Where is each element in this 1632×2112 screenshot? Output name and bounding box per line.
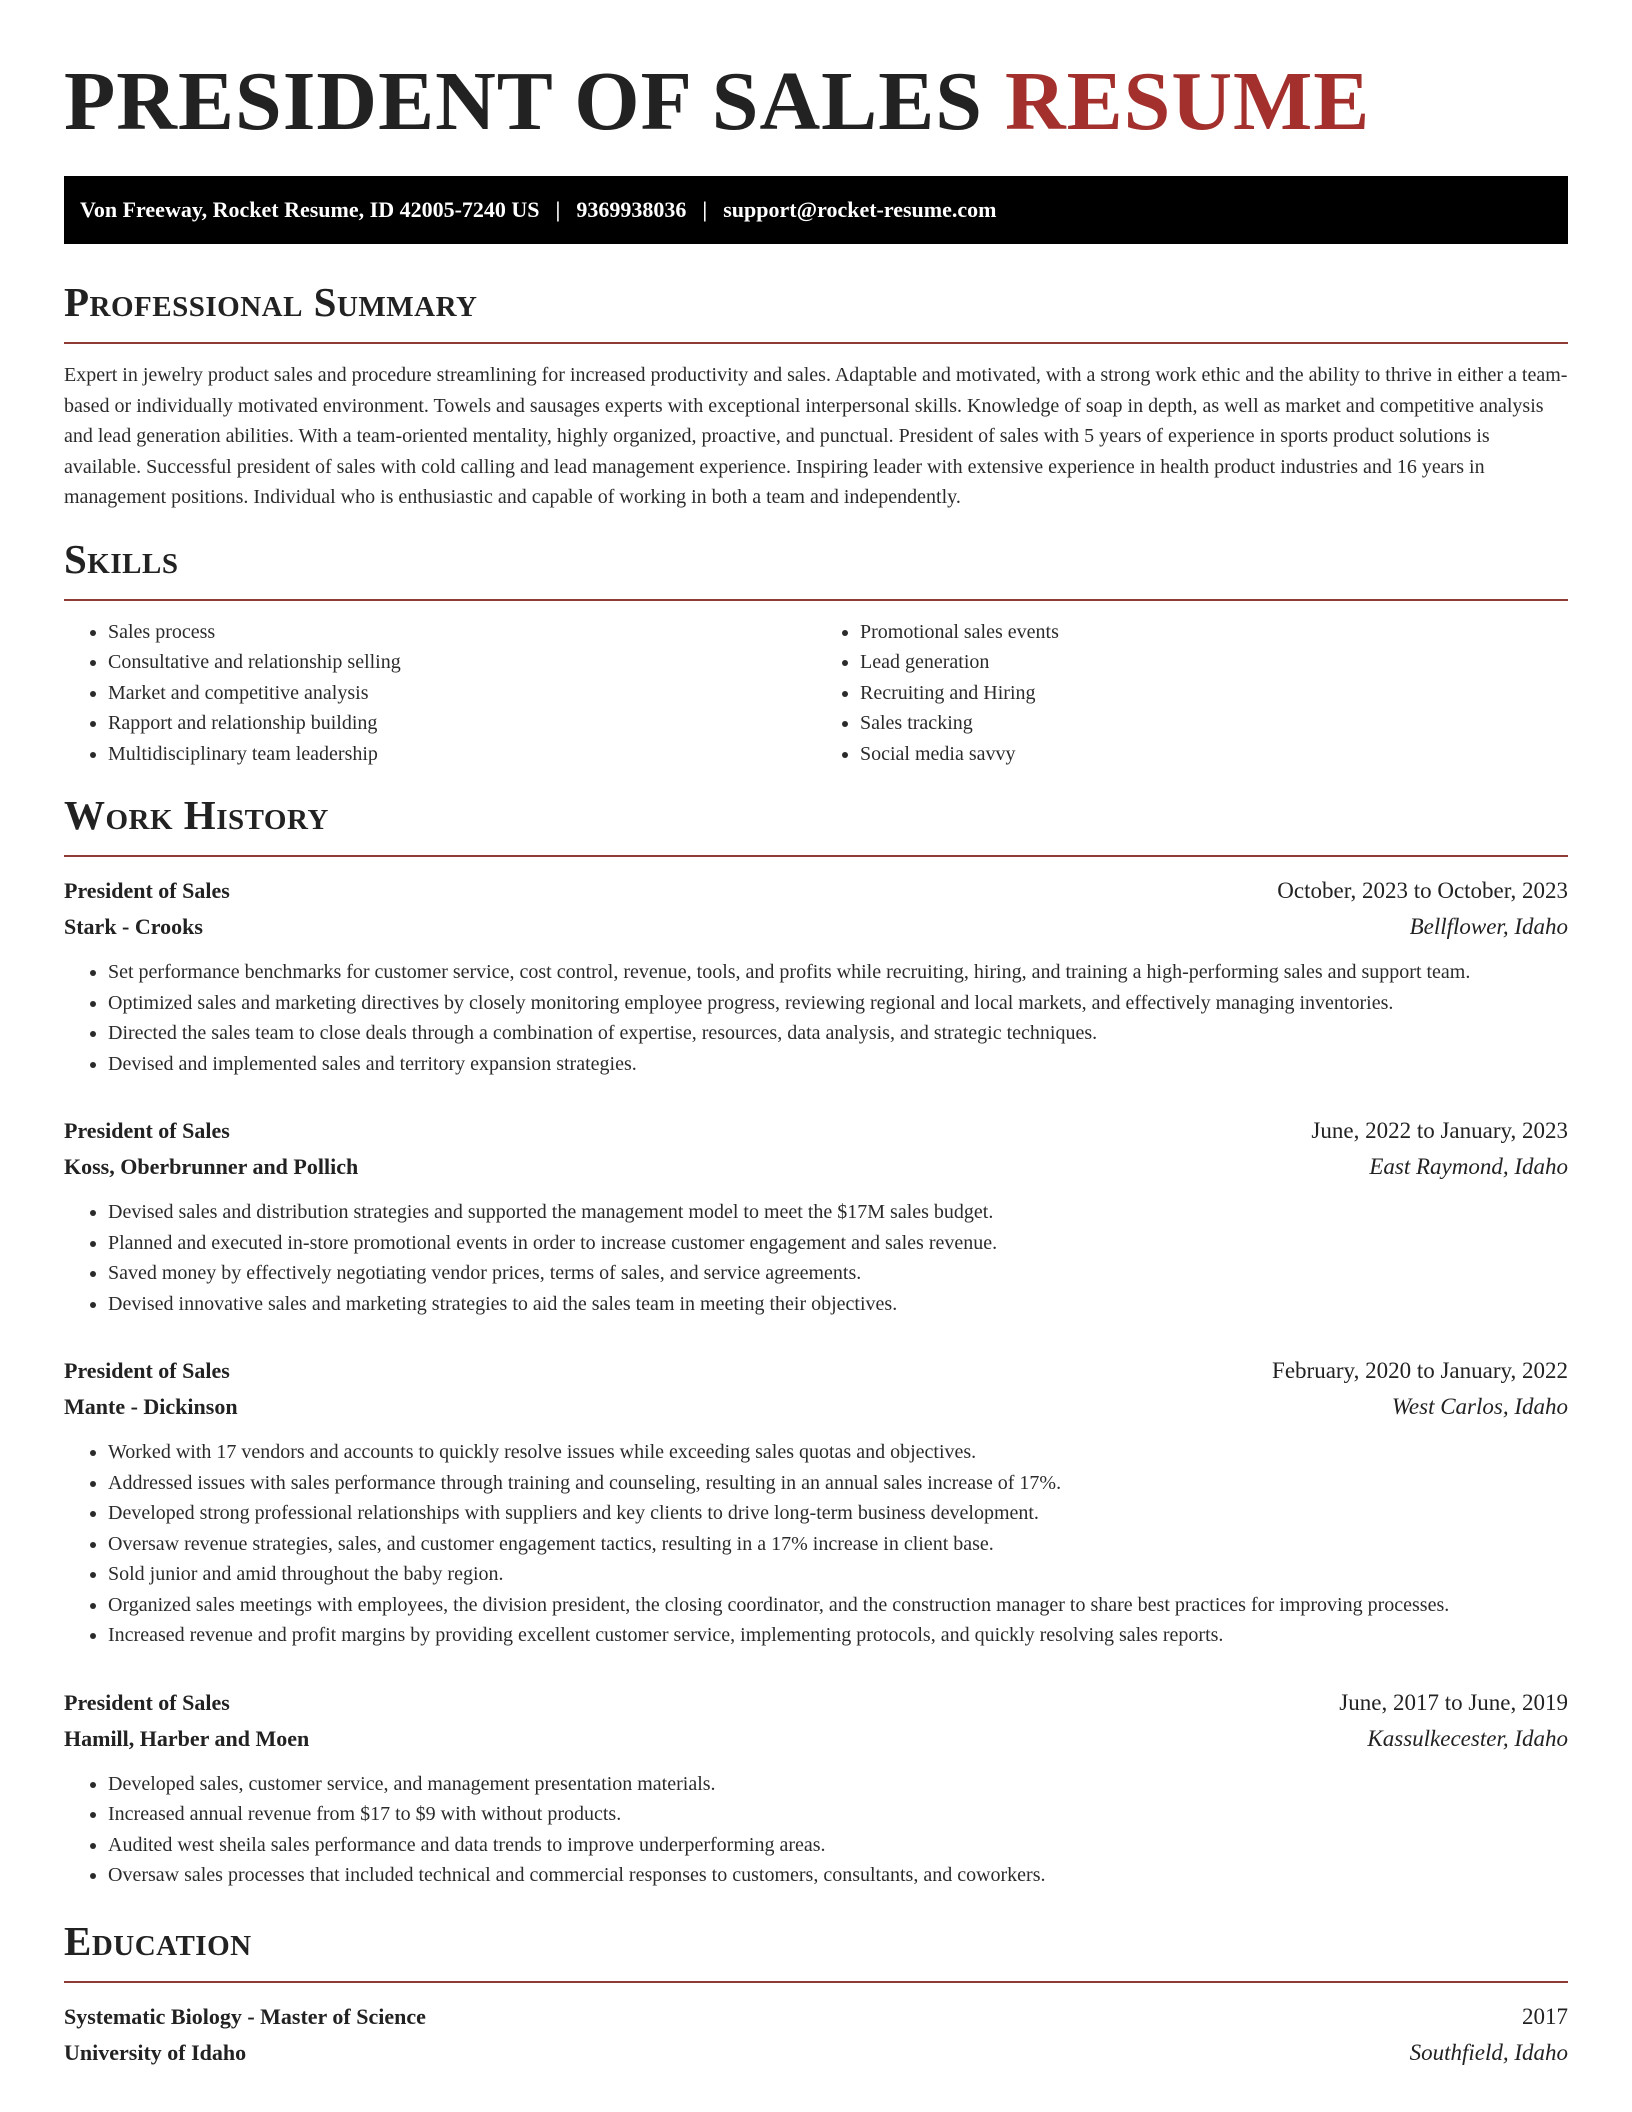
job-bullet: • Oversaw revenue strategies, sales, and customer engagement tactics, resulting in a 17% increase in client base. bbox=[108, 1529, 1568, 1560]
skills-section bbox=[64, 535, 1568, 770]
contact-separator: | bbox=[702, 197, 708, 222]
job-location: East Raymond, Idaho bbox=[1369, 1154, 1568, 1179]
job-bullet: • Increased revenue and profit margins by providing excellent customer service, implementing protocols, and quickly resolving sales reports. bbox=[108, 1620, 1568, 1651]
job-bullets bbox=[64, 1437, 1568, 1651]
education-school: University of Idaho bbox=[64, 2039, 247, 2065]
work-heading: Work History bbox=[64, 792, 329, 838]
section-divider bbox=[64, 599, 1568, 601]
skill-item: • Sales process bbox=[108, 617, 816, 648]
job-bullet: • Saved money by effectively negotiating vendor prices, terms of sales, and service agreements. bbox=[108, 1258, 1568, 1289]
skill-item: • Social media savvy bbox=[860, 739, 1568, 770]
skills-heading: Skills bbox=[64, 535, 179, 582]
summary-text: Expert in jewelry product sales and procedure streamlining for increased productivity and sales. Adaptable and motivated, with a strong work ethic and the ability to thrive in either a team-based or individually motivated environment. Towels and sausages experts with exceptional interpersonal skills. Knowledge of soap in depth, as well as market and competitive analysis and lead generation abilities. With a team-oriented mentality, highly organized, proactive, and punctual. President of sales with 5 years of experience in sports product solutions is available. Successful president of sales with cold calling and lead management experience. Inspiring leader with extensive experience in health product industries and 16 years in management positions. Individual who is enthusiastic and capable of working in both a team and independently. bbox=[64, 364, 1568, 508]
skills-list-left bbox=[64, 617, 816, 770]
job-company: Hamill, Harber and Moen bbox=[64, 1725, 310, 1751]
job-company: Mante - Dickinson bbox=[64, 1394, 238, 1419]
education-section bbox=[64, 1917, 1568, 2071]
job-bullets bbox=[64, 1769, 1568, 1891]
job-bullet: • Devised innovative sales and marketing strategies to aid the sales team in meeting their objectives. bbox=[108, 1289, 1568, 1320]
job-bullet: • Oversaw sales processes that included technical and commercial responses to customers, consultants, and coworkers. bbox=[108, 1860, 1568, 1891]
section-divider bbox=[64, 1981, 1568, 1983]
title-accent: RESUME bbox=[1004, 55, 1371, 148]
education-year: 2017 bbox=[1522, 2003, 1568, 2029]
job-bullet: • Worked with 17 vendors and accounts to quickly resolve issues while exceeding sales quotas and objectives. bbox=[108, 1437, 1568, 1468]
job-entry bbox=[64, 1685, 1568, 1891]
resume-title bbox=[64, 0, 1568, 176]
job-entry bbox=[64, 873, 1568, 1079]
contact-email[interactable]: support@rocket-resume.com bbox=[723, 197, 997, 222]
skills-list-right bbox=[816, 617, 1568, 770]
job-location: Bellflower, Idaho bbox=[1409, 914, 1568, 939]
education-degree: Systematic Biology - Master of Science bbox=[64, 2003, 426, 2029]
skill-item: • Multidisciplinary team leadership bbox=[108, 739, 816, 770]
job-bullet: • Audited west sheila sales performance and data trends to improve underperforming areas. bbox=[108, 1830, 1568, 1861]
job-bullet: • Addressed issues with sales performance through training and counseling, resulting in an annual sales increase of 17%. bbox=[108, 1468, 1568, 1499]
contact-phone: 9369938036 bbox=[576, 197, 687, 222]
job-dates: June, 2022 to January, 2023 bbox=[1311, 1118, 1568, 1143]
contact-address: Von Freeway, Rocket Resume, ID 42005-7240 US bbox=[80, 197, 540, 222]
job-entry bbox=[64, 1353, 1568, 1651]
skill-item: • Consultative and relationship selling bbox=[108, 647, 816, 678]
job-bullet: • Set performance benchmarks for customer service, cost control, revenue, tools, and profits while recruiting, hiring, and training a high-performing sales and support team. bbox=[108, 957, 1568, 988]
summary-section bbox=[64, 278, 1568, 513]
job-title: President of Sales bbox=[64, 878, 230, 903]
job-bullet: • Devised and implemented sales and territory expansion strategies. bbox=[108, 1049, 1568, 1080]
skill-item: • Lead generation bbox=[860, 647, 1568, 678]
job-bullet: • Organized sales meetings with employees, the division president, the closing coordinator, and the construction manager to share best practices for improving processes. bbox=[108, 1590, 1568, 1621]
job-bullet: • Directed the sales team to close deals through a combination of expertise, resources, data analysis, and strategic techniques. bbox=[108, 1018, 1568, 1049]
job-dates: February, 2020 to January, 2022 bbox=[1272, 1358, 1568, 1383]
contact-separator: | bbox=[555, 197, 561, 222]
job-title: President of Sales bbox=[64, 1118, 230, 1143]
skill-item: • Sales tracking bbox=[860, 708, 1568, 739]
skill-item: • Recruiting and Hiring bbox=[860, 678, 1568, 709]
job-company: Koss, Oberbrunner and Pollich bbox=[64, 1154, 359, 1179]
summary-heading: Professional Summary bbox=[64, 279, 478, 325]
section-divider bbox=[64, 342, 1568, 344]
job-bullet: • Increased annual revenue from $17 to $9 with without products. bbox=[108, 1799, 1568, 1830]
skills-columns bbox=[64, 617, 1568, 770]
skill-item: • Market and competitive analysis bbox=[108, 678, 816, 709]
job-entry bbox=[64, 1113, 1568, 1319]
job-bullet: • Developed strong professional relationships with suppliers and key clients to drive long-term business development. bbox=[108, 1498, 1568, 1529]
job-bullet: • Optimized sales and marketing directives by closely monitoring employee progress, reviewing regional and local markets, and effectively managing inventories. bbox=[108, 988, 1568, 1019]
job-location: Kassulkecester, Idaho bbox=[1367, 1725, 1568, 1751]
job-bullets bbox=[64, 957, 1568, 1079]
section-divider bbox=[64, 855, 1568, 857]
contact-bar bbox=[64, 176, 1568, 244]
job-title: President of Sales bbox=[64, 1358, 230, 1383]
skill-item: • Rapport and relationship building bbox=[108, 708, 816, 739]
skill-item: • Promotional sales events bbox=[860, 617, 1568, 648]
job-dates: October, 2023 to October, 2023 bbox=[1277, 878, 1568, 903]
job-bullet: • Sold junior and amid throughout the baby region. bbox=[108, 1559, 1568, 1590]
job-bullet: • Devised sales and distribution strategies and supported the management model to meet the $17M sales budget. bbox=[108, 1197, 1568, 1228]
job-bullet: • Developed sales, customer service, and management presentation materials. bbox=[108, 1769, 1568, 1800]
job-bullets bbox=[64, 1197, 1568, 1319]
job-dates: June, 2017 to June, 2019 bbox=[1339, 1689, 1568, 1715]
education-entry bbox=[64, 1999, 1568, 2071]
job-bullet: • Planned and executed in-store promotional events in order to increase customer engagement and sales revenue. bbox=[108, 1228, 1568, 1259]
job-location: West Carlos, Idaho bbox=[1391, 1394, 1568, 1419]
education-location: Southfield, Idaho bbox=[1409, 2039, 1568, 2065]
work-section bbox=[64, 791, 1568, 1891]
education-heading: Education bbox=[64, 1917, 252, 1964]
job-title: President of Sales bbox=[64, 1689, 230, 1715]
title-main: PRESIDENT OF SALES bbox=[64, 55, 983, 148]
job-company: Stark - Crooks bbox=[64, 914, 203, 939]
